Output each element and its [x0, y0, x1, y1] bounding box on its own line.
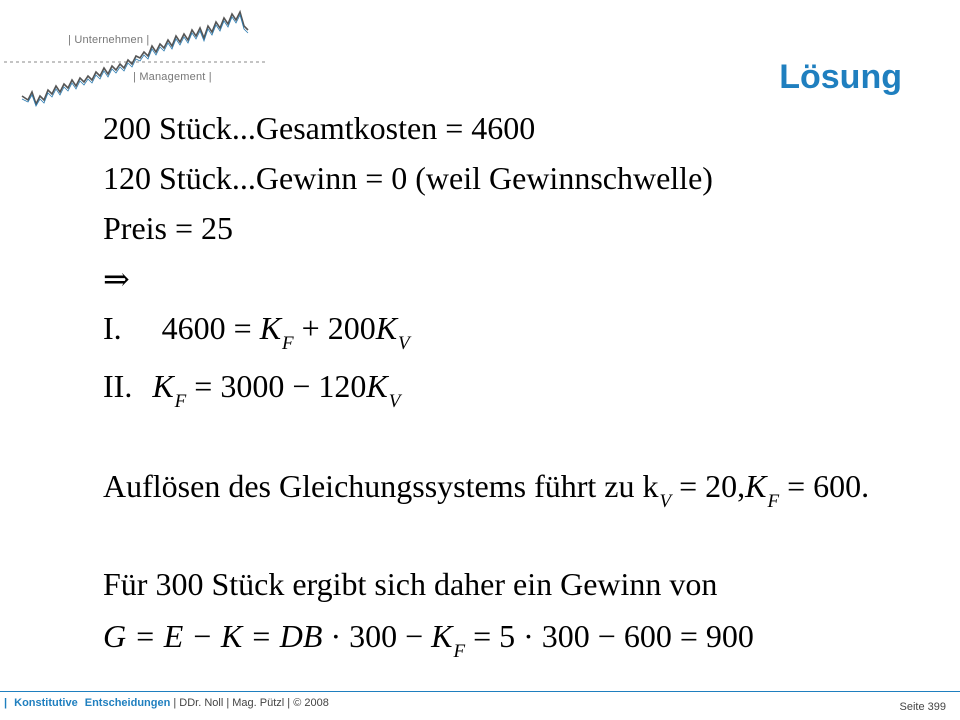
- final-kf: K: [431, 618, 453, 654]
- footer-authors: | DDr. Noll | Mag. Pützl | © 2008: [170, 697, 329, 709]
- solution-kf: K: [745, 468, 767, 504]
- solution-end: = 600.: [787, 468, 870, 504]
- solution-mid: = 20,: [679, 468, 746, 504]
- final-end: = 5 · 300 − 600 = 900: [473, 618, 754, 654]
- equation-2-kf: K: [152, 368, 174, 404]
- equation-1-kf: K: [259, 310, 282, 346]
- implies-arrow: ⇒: [103, 261, 130, 297]
- footer: [0, 691, 960, 720]
- formula-line-2: 120 Stück...Gewinn = 0 (weil Gewinnschwelle): [103, 160, 713, 196]
- equation-1-kv: K: [375, 310, 398, 346]
- solution-line: [103, 468, 870, 512]
- equation-1-mid: + 200: [301, 310, 376, 346]
- footer-course: | Konstitutive Entscheidungen: [4, 697, 171, 709]
- solution-kv-sub: V: [659, 491, 672, 512]
- equation-1-kf-sub: F: [282, 333, 294, 354]
- equation-1-kv-sub: V: [398, 333, 410, 354]
- final-kf-sub: F: [453, 641, 466, 662]
- formula-line-3: Preis = 25: [103, 210, 234, 246]
- stock-chart-line-icon: [0, 0, 270, 110]
- logo: [0, 0, 270, 110]
- equation-2-kf-sub: F: [174, 391, 187, 412]
- equation-1: [103, 310, 410, 354]
- equation-1-lhs: 4600 =: [161, 310, 252, 346]
- equation-2-mid: = 3000 − 120: [194, 368, 367, 404]
- final-equation: [103, 618, 754, 662]
- equation-1-label: I.: [103, 310, 122, 346]
- equation-2-label: II.: [103, 368, 133, 404]
- solution-kf-sub: F: [767, 491, 780, 512]
- profit-text: Für 300 Stück ergibt sich daher ein Gewinn von: [103, 566, 718, 602]
- page-title: Lösung: [779, 58, 902, 96]
- equation-2: [103, 368, 401, 412]
- formula-line-1: 200 Stück...Gesamtkosten = 4600: [103, 110, 536, 146]
- solution-text: Auflösen des Gleichungssystems führt zu k: [103, 468, 659, 504]
- footer-info: [4, 697, 329, 709]
- logo-tagline-top: | Unternehmen |: [68, 34, 150, 46]
- logo-tagline-bottom: | Management |: [133, 71, 212, 83]
- final-vars: G = E − K = DB: [103, 618, 323, 654]
- equation-2-kv: K: [366, 368, 388, 404]
- equation-2-kv-sub: V: [388, 391, 401, 412]
- page-number: Seite 399: [899, 701, 946, 713]
- final-mid: · 300 −: [330, 618, 424, 654]
